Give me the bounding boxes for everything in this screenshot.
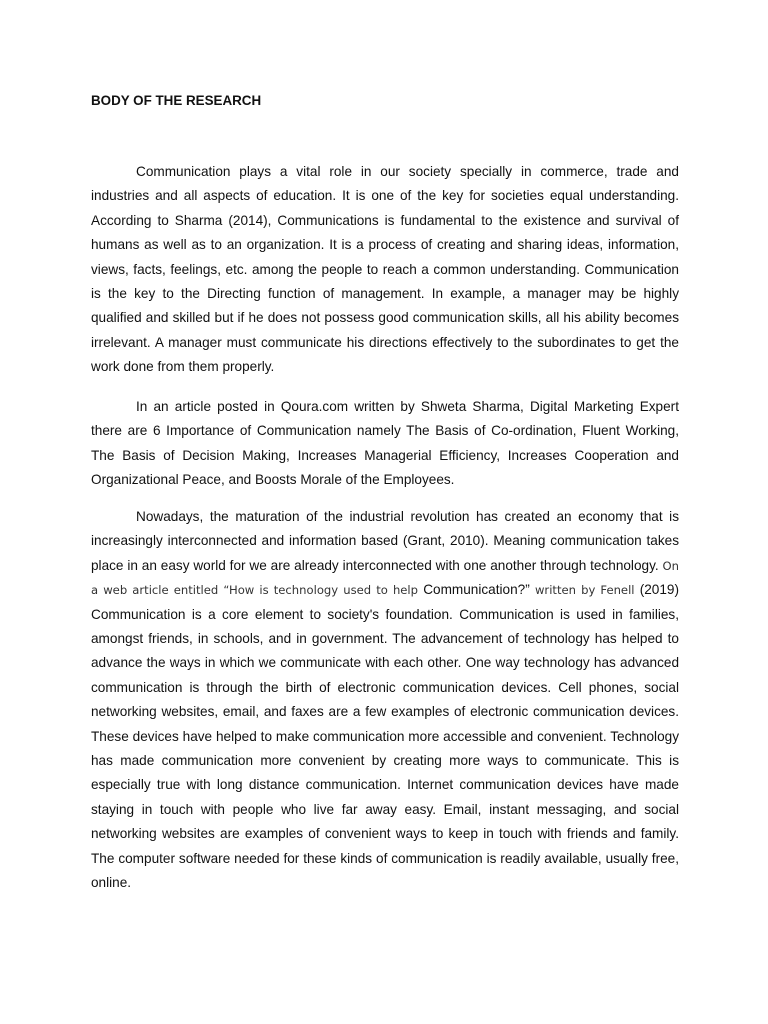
paragraph-2 (91, 395, 679, 493)
paragraph-1-text: Communication plays a vital role in our society specially in commerce, trade and industries and all aspects of education. It is one of the key for societies equal understanding. According to Sharma (2014), Communications is fundamental to the existence and survival of humans as well as to an organization. It is a process of creating and sharing ideas, information, views, facts, feelings, etc. among the people to reach a common understanding. Communication is the key to the Directing function of management. In example, a manager may be highly qualified and skilled but if he does not possess good communication skills, all his ability becomes irrelevant. A manager must communicate his directions effectively to the subordinates to get the work done from them properly. (91, 164, 679, 375)
paragraph-3-web-article-phrase: On a web article entitled “How is technology used to help (91, 558, 679, 598)
paragraph-3-text-a: Nowadays, the maturation of the industrial revolution has created an economy that is increasingly interconnected and information based (Grant, 2010). Meaning communication takes place in an easy world for we are already interconnected with one another through technology. (91, 509, 679, 573)
paragraph-3-text-b: (2019) Communication is a core element to society's foundation. Communication is used in families, amongst friends, in schools, and in government. The advancement of technology has helped to advance the ways in which we communicate with each other. One way technology has advanced communication is through the birth of electronic communication devices. Cell phones, social networking websites, email, and faxes are a few examples of electronic communication devices. These devices have helped to make communication more accessible and convenient. Technology has made communication more convenient by creating more ways to communicate. This is especially true with long distance communication. Internet communication devices have made staying in touch with people who live far away easy. Email, instant messaging, and social networking websites are examples of convenient ways to keep in touch with friends and family. The computer software needed for these kinds of communication is readily available, usually free, online. (91, 582, 680, 891)
paragraph-3-author-phrase: written by Fenell (534, 583, 635, 598)
paragraph-2-text: In an article posted in Qoura.com written by Shweta Sharma, Digital Marketing Expert there are 6 Importance of Communication namely The Basis of Co-ordination, Fluent Working, The Basis of Decision Making, Increases Managerial Efficiency, Increases Cooperation and Organizational Peace, and Boosts Morale of the Employees. (91, 399, 679, 488)
paragraph-3-quoted-title: Communication?” (423, 582, 530, 598)
page-heading: BODY OF THE RESEARCH (91, 93, 262, 108)
paragraph-3 (91, 505, 679, 896)
paragraph-1 (91, 160, 679, 380)
